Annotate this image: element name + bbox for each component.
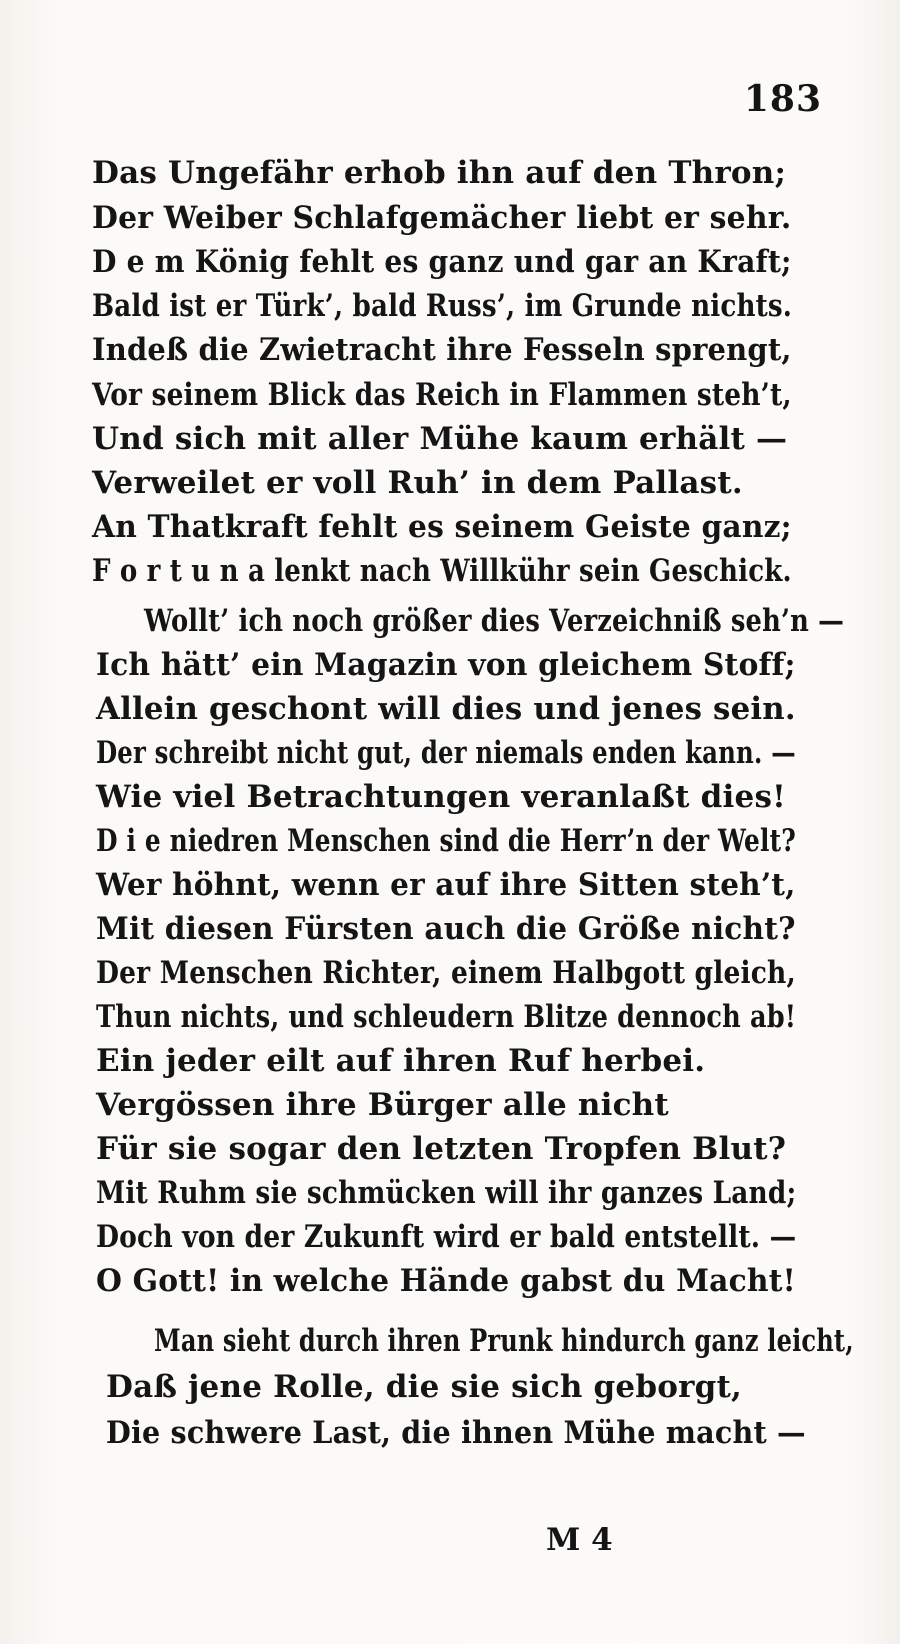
poem-line: O Gott! in welche Hände gabst du Macht! [96, 1263, 796, 1299]
poem-line: Doch von der Zukunft wird er bald entstellt. — [96, 1219, 797, 1255]
poem-line: Wer höhnt, wenn er auf ihre Sitten steh’t, [96, 867, 796, 903]
poem-line: D e m König fehlt es ganz und gar an Kraft; [92, 244, 792, 280]
poem-line: An Thatkraft fehlt es seinem Geiste ganz; [92, 509, 792, 545]
poem-line: Vor seinem Blick das Reich in Flammen steh’t, [92, 377, 792, 413]
poem-line: Mit diesen Fürsten auch die Größe nicht? [96, 911, 796, 947]
poem-line: Bald ist er Türk’, bald Russ’, im Grunde nichts. [92, 288, 793, 324]
poem-line: Das Ungefähr erhob ihn auf den Thron; [92, 155, 787, 191]
poem-line: D i e niedren Menschen sind die Herr’n der Welt? [96, 823, 796, 859]
poem-line: Wie viel Betrachtungen veranlaßt dies! [96, 779, 786, 815]
signature-mark: M 4 [546, 1522, 613, 1558]
poem-line: Wollt’ ich noch größer dies Verzeichniß seh’n — [144, 603, 845, 639]
poem-line: Allein geschont will dies und jenes sein. [96, 691, 796, 727]
poem-line: Der Menschen Richter, einem Halbgott gleich, [96, 955, 796, 991]
poem-line: Der schreibt nicht gut, der niemals enden kann. — [96, 735, 796, 771]
poem-line: Vergössen ihre Bürger alle nicht [96, 1087, 669, 1123]
page-number: 183 [743, 78, 822, 120]
poem-line: Die schwere Last, die ihnen Mühe macht — [106, 1415, 806, 1451]
poem-line: Thun nichts, und schleudern Blitze dennoch ab! [96, 999, 797, 1035]
poem-line: F o r t u n a lenkt nach Willkühr sein Geschick. [92, 553, 792, 589]
poem-line: Verweilet er voll Ruh’ in dem Pallast. [92, 465, 743, 501]
poem-line: Daß jene Rolle, die sie sich geborgt, [106, 1369, 743, 1405]
poem-line: Man sieht durch ihren Prunk hindurch ganz leicht, [154, 1323, 854, 1359]
poem-line: Mit Ruhm sie schmücken will ihr ganzes Land; [96, 1175, 797, 1211]
poem-line: Ein jeder eilt auf ihren Ruf herbei. [96, 1043, 706, 1079]
poem-line: Ich hätt’ ein Magazin von gleichem Stoff; [96, 647, 796, 683]
poem-line: Für sie sogar den letzten Tropfen Blut? [96, 1131, 787, 1167]
poem-line: Indeß die Zwietracht ihre Fesseln sprengt, [92, 332, 792, 368]
poem-line: Der Weiber Schlafgemächer liebt er sehr. [92, 200, 792, 236]
poem-line: Und sich mit aller Mühe kaum erhält — [92, 421, 788, 457]
